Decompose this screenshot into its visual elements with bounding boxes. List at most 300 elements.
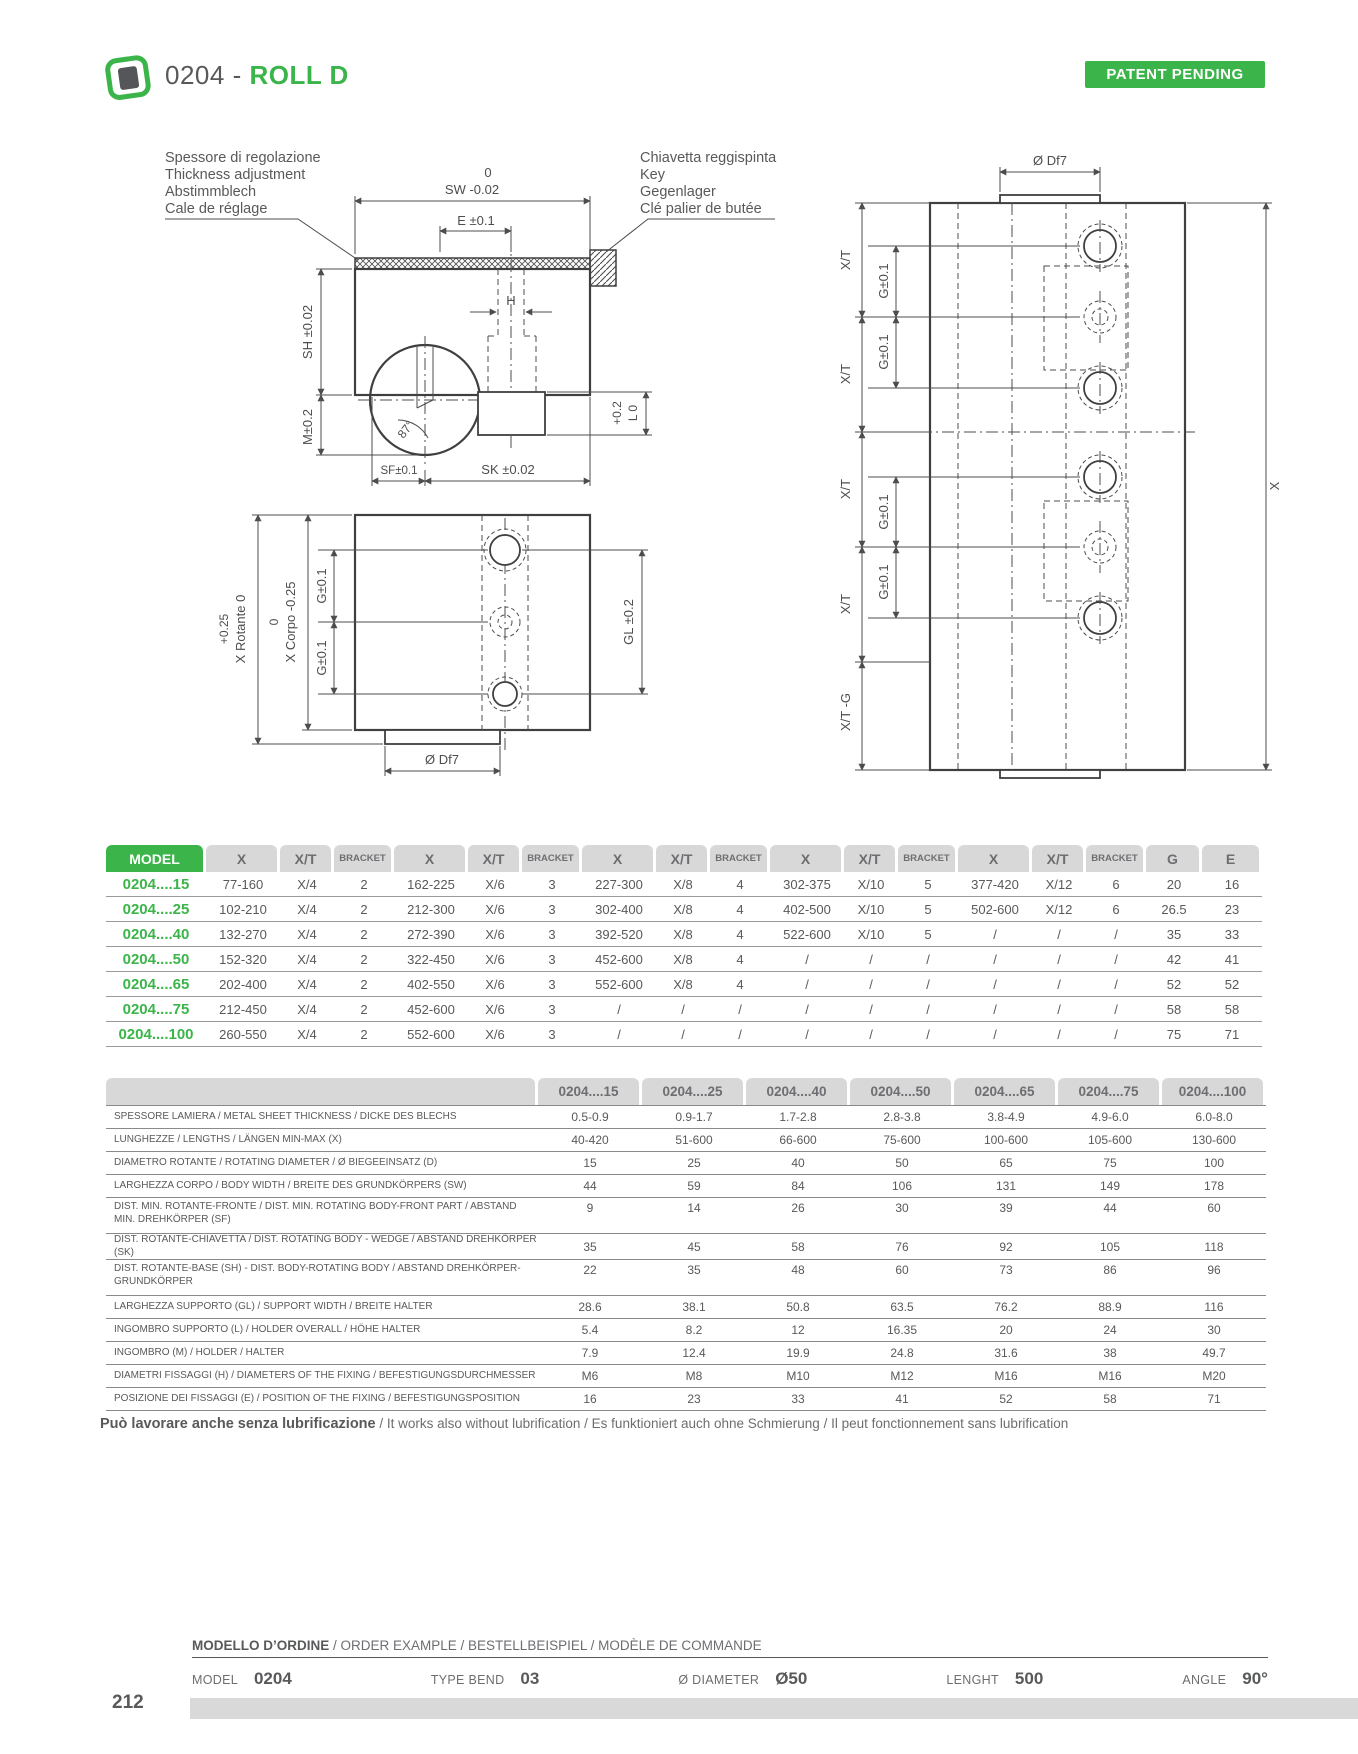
spec-value: 31.6 bbox=[994, 1346, 1018, 1360]
spec-label: INGOMBRO (M) / HOLDER / HALTER bbox=[114, 1346, 285, 1358]
spec-value: 38.1 bbox=[682, 1300, 706, 1314]
value-cell: 392-520 bbox=[595, 926, 643, 942]
model-name: ROLL D bbox=[249, 60, 349, 90]
value-cell: 16 bbox=[1224, 876, 1240, 892]
dim-xt-3: X/T bbox=[838, 478, 853, 500]
spec-label: LUNGHEZZE / LENGTHS / LÄNGEN MIN-MAX (X) bbox=[114, 1133, 342, 1145]
dim-g3-1: G±0.1 bbox=[876, 263, 891, 299]
value-cell: / bbox=[1114, 926, 1118, 942]
dim-g3-4: G±0.1 bbox=[876, 564, 891, 600]
dim-xt-2: X/T bbox=[838, 363, 853, 385]
spec-value: 50.8 bbox=[786, 1300, 810, 1314]
value-cell: 212-450 bbox=[219, 1001, 267, 1017]
spec-value: 7.9 bbox=[581, 1346, 599, 1360]
value-cell: X/4 bbox=[297, 1001, 317, 1017]
dim-xt-4: X/T bbox=[838, 593, 853, 615]
column-header-model: 0204....75 bbox=[1058, 1078, 1159, 1105]
order-field-value: 500 bbox=[1014, 1669, 1044, 1688]
column-header-x-t: X/T bbox=[656, 845, 707, 872]
specs-table bbox=[106, 1078, 1266, 1411]
models-table-body bbox=[106, 872, 1262, 1047]
table-row bbox=[106, 872, 1262, 897]
page-title bbox=[165, 60, 349, 91]
spec-row bbox=[106, 1151, 1266, 1174]
value-cell: 260-550 bbox=[219, 1026, 267, 1042]
spec-value: 130-600 bbox=[1191, 1133, 1237, 1147]
spec-label: DIST. MIN. ROTANTE-FRONTE / DIST. MIN. ROTATING BODY-FRONT PART / ABSTAND MIN. DREHKÖRPER (SF) bbox=[114, 1201, 517, 1225]
value-cell: 2 bbox=[360, 901, 368, 917]
spec-value: 5.4 bbox=[581, 1323, 599, 1337]
value-cell: X/4 bbox=[297, 901, 317, 917]
value-cell: 102-210 bbox=[219, 901, 267, 917]
spec-value: 73 bbox=[999, 1263, 1013, 1277]
technical-drawings bbox=[0, 120, 1358, 820]
value-cell: 77-160 bbox=[222, 876, 264, 892]
value-cell: X/4 bbox=[297, 976, 317, 992]
table-row bbox=[106, 922, 1262, 947]
spec-value: 12.4 bbox=[682, 1346, 706, 1360]
column-header-bracket: BRACKET bbox=[898, 845, 955, 872]
value-cell: 23 bbox=[1224, 901, 1240, 917]
patent-pending-badge: PATENT PENDING bbox=[1085, 61, 1265, 88]
column-header-bracket: BRACKET bbox=[710, 845, 767, 872]
column-header-x: X bbox=[770, 845, 841, 872]
lubrication-note-bold: Può lavorare anche senza lubrificazione bbox=[100, 1415, 376, 1432]
value-cell: 52 bbox=[1224, 976, 1240, 992]
column-header-x-t: X/T bbox=[844, 845, 895, 872]
value-cell: / bbox=[1114, 1026, 1118, 1042]
value-cell: 302-375 bbox=[783, 876, 831, 892]
models-table bbox=[106, 845, 1262, 1047]
value-cell: / bbox=[993, 951, 997, 967]
spec-value: 0.5-0.9 bbox=[571, 1110, 609, 1124]
order-field-label: TYPE BEND bbox=[430, 1673, 505, 1687]
value-cell: 4 bbox=[736, 876, 744, 892]
value-cell: 402-550 bbox=[407, 976, 455, 992]
svg-text:Key: Key bbox=[640, 167, 665, 183]
specs-table-header bbox=[106, 1078, 1266, 1105]
spec-value: 75 bbox=[1103, 1156, 1117, 1170]
value-cell: 4 bbox=[736, 976, 744, 992]
value-cell: / bbox=[1057, 976, 1061, 992]
spec-row bbox=[106, 1128, 1266, 1151]
spec-row bbox=[106, 1105, 1266, 1128]
spec-value: 105 bbox=[1099, 1239, 1121, 1254]
value-cell: 3 bbox=[548, 926, 556, 942]
order-field-value: 0204 bbox=[253, 1669, 292, 1688]
value-cell: 5 bbox=[924, 926, 932, 942]
spec-value: 92 bbox=[999, 1239, 1013, 1254]
model-code: 0204 - bbox=[165, 60, 242, 90]
order-field-model bbox=[192, 1669, 292, 1689]
value-cell: / bbox=[869, 1026, 873, 1042]
column-header-model: 0204....25 bbox=[642, 1078, 743, 1105]
spec-value: 40 bbox=[791, 1156, 805, 1170]
dim-sw-tol: 0 bbox=[484, 165, 492, 180]
value-cell: 26.5 bbox=[1161, 901, 1187, 917]
value-cell: 3 bbox=[548, 1026, 556, 1042]
section-view bbox=[165, 150, 777, 486]
value-cell: 2 bbox=[360, 951, 368, 967]
value-cell: 33 bbox=[1224, 926, 1240, 942]
value-cell: 6 bbox=[1112, 901, 1120, 917]
spec-value: 76.2 bbox=[994, 1300, 1018, 1314]
value-cell: / bbox=[1114, 1001, 1118, 1017]
model-name: 0204....75 bbox=[122, 1000, 190, 1018]
spec-value: 35 bbox=[583, 1239, 597, 1254]
value-cell: 452-600 bbox=[595, 951, 643, 967]
model-name: 0204....25 bbox=[122, 900, 190, 918]
value-cell: 3 bbox=[548, 901, 556, 917]
value-cell: / bbox=[681, 1001, 685, 1017]
order-field-label: ANGLE bbox=[1182, 1673, 1227, 1687]
column-header-bracket: BRACKET bbox=[334, 845, 391, 872]
value-cell: 3 bbox=[548, 976, 556, 992]
dim-gl: GL ±0.2 bbox=[621, 599, 636, 645]
spec-value: 106 bbox=[891, 1179, 913, 1193]
order-example-fields bbox=[192, 1669, 1268, 1689]
spec-value: 6.0-8.0 bbox=[1195, 1110, 1233, 1124]
column-header-x: X bbox=[206, 845, 277, 872]
spec-value: 48 bbox=[791, 1263, 805, 1277]
value-cell: / bbox=[1057, 951, 1061, 967]
value-cell: 4 bbox=[736, 901, 744, 917]
value-cell: X/8 bbox=[673, 926, 693, 942]
spec-value: 88.9 bbox=[1098, 1300, 1122, 1314]
dim-xcorpo: X Corpo -0.25 bbox=[283, 581, 298, 663]
spec-value: 66-600 bbox=[779, 1133, 817, 1147]
value-cell: X/4 bbox=[297, 951, 317, 967]
spec-label: DIST. ROTANTE-BASE (SH) - DIST. BODY-ROTATING BODY / ABSTAND DREHKÖRPER-GRUNDKÖRPER bbox=[114, 1263, 521, 1287]
spec-value: 2.8-3.8 bbox=[883, 1110, 921, 1124]
order-field-value: 90° bbox=[1242, 1669, 1268, 1688]
column-header-model: MODEL bbox=[106, 845, 203, 872]
lubrication-note-rest: / It works also without lubrification / Es funktioniert auch ohne Schmierung / Il peut fonctionnement sans lubrification bbox=[375, 1415, 1069, 1431]
spec-value: 8.2 bbox=[685, 1323, 703, 1337]
value-cell: 132-270 bbox=[219, 926, 267, 942]
spec-row bbox=[106, 1259, 1266, 1295]
spec-value: 76 bbox=[895, 1239, 909, 1254]
value-cell: 227-300 bbox=[595, 876, 643, 892]
spec-row bbox=[106, 1295, 1266, 1318]
value-cell: / bbox=[1057, 926, 1061, 942]
spec-value: 3.8-4.9 bbox=[987, 1110, 1025, 1124]
spec-value: 24 bbox=[1103, 1323, 1117, 1337]
value-cell: X/12 bbox=[1045, 901, 1073, 917]
spec-value: 84 bbox=[791, 1179, 805, 1193]
spec-value: 60 bbox=[1207, 1201, 1221, 1215]
column-header-x: X bbox=[394, 845, 465, 872]
dim-xrot: X Rotante 0 bbox=[233, 594, 248, 664]
column-header-model: 0204....15 bbox=[538, 1078, 639, 1105]
spec-value: 45 bbox=[687, 1239, 701, 1254]
table-row bbox=[106, 997, 1262, 1022]
model-name: 0204....15 bbox=[122, 875, 190, 893]
dim-l: L 0 bbox=[626, 404, 640, 422]
value-cell: 4 bbox=[736, 926, 744, 942]
specs-header-spacer bbox=[106, 1078, 535, 1105]
value-cell: X/6 bbox=[485, 1001, 505, 1017]
spec-row bbox=[106, 1233, 1266, 1259]
spec-value: 38 bbox=[1103, 1346, 1117, 1360]
value-cell: 202-400 bbox=[219, 976, 267, 992]
brand-logo bbox=[100, 54, 158, 102]
spec-value: 58 bbox=[1103, 1392, 1117, 1406]
value-cell: X/6 bbox=[485, 951, 505, 967]
value-cell: 212-300 bbox=[407, 901, 455, 917]
value-cell: 162-225 bbox=[407, 876, 455, 892]
column-header-x-t: X/T bbox=[468, 845, 519, 872]
dim-xrot-tol: +0.25 bbox=[217, 613, 231, 645]
column-header-x: X bbox=[582, 845, 653, 872]
spec-value: 86 bbox=[1103, 1263, 1117, 1277]
dim-xcorpo-tol: 0 bbox=[267, 618, 281, 626]
value-cell: 2 bbox=[360, 1026, 368, 1042]
spec-label: DIAMETRI FISSAGGI (H) / DIAMETERS OF THE FIXING / BEFESTIGUNGSDURCHMESSER bbox=[114, 1369, 536, 1381]
value-cell: X/10 bbox=[857, 926, 885, 942]
spec-value: M8 bbox=[685, 1369, 703, 1383]
spec-label: POSIZIONE DEI FISSAGGI (E) / POSITION OF THE FIXING / BEFESTIGUNGSPOSITION bbox=[114, 1392, 520, 1404]
table-row bbox=[106, 972, 1262, 997]
value-cell: / bbox=[869, 1001, 873, 1017]
spec-value: 14 bbox=[687, 1201, 701, 1215]
value-cell: / bbox=[617, 1001, 621, 1017]
value-cell: 452-600 bbox=[407, 1001, 455, 1017]
spec-value: 149 bbox=[1099, 1179, 1121, 1193]
footer-bar bbox=[190, 1698, 1358, 1719]
value-cell: 35 bbox=[1166, 926, 1182, 942]
value-cell: 41 bbox=[1224, 951, 1240, 967]
models-table-header bbox=[106, 845, 1262, 872]
dim-g1: G±0.1 bbox=[314, 568, 329, 604]
value-cell: / bbox=[1114, 976, 1118, 992]
spec-value: 30 bbox=[895, 1201, 909, 1215]
spec-value: M16 bbox=[1098, 1369, 1122, 1383]
dim-xt-1: X/T bbox=[838, 249, 853, 271]
svg-text:Abstimmblech: Abstimmblech bbox=[165, 184, 257, 200]
value-cell: 6 bbox=[1112, 876, 1120, 892]
lubrication-note bbox=[100, 1416, 1068, 1432]
spec-value: 49.7 bbox=[1202, 1346, 1226, 1360]
value-cell: X/6 bbox=[485, 901, 505, 917]
front-view bbox=[217, 515, 648, 776]
value-cell: / bbox=[1057, 1001, 1061, 1017]
dim-df7-bottom: Ø Df7 bbox=[425, 752, 459, 767]
spec-row bbox=[106, 1318, 1266, 1341]
value-cell: 20 bbox=[1166, 876, 1182, 892]
value-cell: X/8 bbox=[673, 901, 693, 917]
value-cell: / bbox=[993, 1001, 997, 1017]
spec-row bbox=[106, 1387, 1266, 1410]
value-cell: X/4 bbox=[297, 876, 317, 892]
spec-value: 60 bbox=[895, 1263, 909, 1277]
value-cell: / bbox=[1057, 1026, 1061, 1042]
value-cell: 75 bbox=[1166, 1026, 1182, 1042]
spec-value: 65 bbox=[999, 1156, 1013, 1170]
spec-value: 131 bbox=[995, 1179, 1017, 1193]
spec-value: 51-600 bbox=[675, 1133, 713, 1147]
spec-label: INGOMBRO SUPPORTO (L) / HOLDER OVERALL / HÖHE HALTER bbox=[114, 1323, 421, 1335]
spec-row bbox=[106, 1341, 1266, 1364]
svg-text:Thickness adjustment: Thickness adjustment bbox=[165, 167, 306, 183]
spec-value: 19.9 bbox=[786, 1346, 810, 1360]
dim-sw: SW -0.02 bbox=[444, 182, 500, 197]
value-cell: 377-420 bbox=[971, 876, 1019, 892]
spec-value: M10 bbox=[786, 1369, 810, 1383]
value-cell: 502-600 bbox=[971, 901, 1019, 917]
value-cell: / bbox=[926, 1001, 930, 1017]
order-example-title: MODELLO D’ORDINE / ORDER EXAMPLE / BESTELLBEISPIEL / MODÈLE DE COMMANDE bbox=[192, 1638, 1268, 1658]
spec-value: 59 bbox=[687, 1179, 701, 1193]
column-header-x-t: X/T bbox=[280, 845, 331, 872]
value-cell: 2 bbox=[360, 976, 368, 992]
spec-value: 25 bbox=[687, 1156, 701, 1170]
spec-value: 105-600 bbox=[1087, 1133, 1133, 1147]
spec-value: M12 bbox=[890, 1369, 914, 1383]
value-cell: X/4 bbox=[297, 1026, 317, 1042]
spec-value: 1.7-2.8 bbox=[779, 1110, 817, 1124]
value-cell: 302-400 bbox=[595, 901, 643, 917]
svg-text:Cale de réglage: Cale de réglage bbox=[165, 201, 268, 217]
value-cell: / bbox=[738, 1026, 742, 1042]
dim-e: E ±0.1 bbox=[457, 213, 495, 228]
spec-value: 116 bbox=[1204, 1300, 1224, 1314]
dim-sh: SH ±0.02 bbox=[300, 304, 315, 360]
value-cell: / bbox=[805, 976, 809, 992]
value-cell: X/6 bbox=[485, 926, 505, 942]
model-name: 0204....40 bbox=[122, 925, 190, 943]
table-row bbox=[106, 1022, 1262, 1047]
spec-value: 100-600 bbox=[983, 1133, 1029, 1147]
value-cell: 2 bbox=[360, 876, 368, 892]
spec-label: LARGHEZZA SUPPORTO (GL) / SUPPORT WIDTH / BREITE HALTER bbox=[114, 1300, 433, 1312]
value-cell: 42 bbox=[1166, 951, 1182, 967]
spec-label: LARGHEZZA CORPO / BODY WIDTH / BREITE DES GRUNDKÖRPERS (SW) bbox=[114, 1179, 467, 1191]
spec-value: 9 bbox=[586, 1201, 594, 1215]
spec-value: 15 bbox=[583, 1156, 597, 1170]
dim-sf: SF±0.1 bbox=[380, 465, 418, 477]
spec-value: 52 bbox=[999, 1392, 1013, 1406]
value-cell: 552-600 bbox=[595, 976, 643, 992]
value-cell: 2 bbox=[360, 926, 368, 942]
dim-g3-2: G±0.1 bbox=[876, 334, 891, 370]
spec-value: 71 bbox=[1207, 1392, 1221, 1406]
spec-value: 0.9-1.7 bbox=[675, 1110, 713, 1124]
spec-value: 41 bbox=[895, 1392, 909, 1406]
value-cell: X/4 bbox=[297, 926, 317, 942]
column-header-x-t: X/T bbox=[1032, 845, 1083, 872]
order-example bbox=[192, 1638, 1268, 1689]
dim-h: H bbox=[506, 293, 516, 308]
column-header-x: X bbox=[958, 845, 1029, 872]
value-cell: / bbox=[993, 926, 997, 942]
spec-row bbox=[106, 1364, 1266, 1387]
value-cell: X/10 bbox=[857, 876, 885, 892]
key-note: Chiavetta reggispinta bbox=[640, 150, 777, 166]
column-header-model: 0204....50 bbox=[850, 1078, 951, 1105]
dim-l-tol: +0.2 bbox=[610, 401, 624, 425]
value-cell: / bbox=[617, 1026, 621, 1042]
spec-value: 12 bbox=[791, 1323, 805, 1337]
value-cell: X/8 bbox=[673, 951, 693, 967]
value-cell: / bbox=[1114, 951, 1118, 967]
dim-x-overall: X bbox=[1267, 481, 1282, 491]
dim-df7-top: Ø Df7 bbox=[1033, 153, 1067, 168]
spec-value: 50 bbox=[895, 1156, 909, 1170]
svg-text:Gegenlager: Gegenlager bbox=[640, 184, 716, 200]
value-cell: 402-500 bbox=[783, 901, 831, 917]
value-cell: 522-600 bbox=[783, 926, 831, 942]
value-cell: / bbox=[926, 1026, 930, 1042]
spec-value: 24.8 bbox=[890, 1346, 914, 1360]
column-header-model: 0204....100 bbox=[1162, 1078, 1263, 1105]
value-cell: / bbox=[869, 976, 873, 992]
spec-value: 58 bbox=[791, 1239, 805, 1254]
value-cell: X/10 bbox=[857, 901, 885, 917]
model-name: 0204....100 bbox=[118, 1025, 194, 1043]
spec-value: 20 bbox=[999, 1323, 1013, 1337]
value-cell: / bbox=[805, 1026, 809, 1042]
value-cell: 322-450 bbox=[407, 951, 455, 967]
spec-value: M16 bbox=[994, 1369, 1018, 1383]
order-field-value: Ø50 bbox=[775, 1669, 808, 1688]
order-field-angle bbox=[1182, 1669, 1268, 1689]
spec-value: 118 bbox=[1204, 1239, 1224, 1254]
model-name: 0204....50 bbox=[122, 950, 190, 968]
value-cell: 3 bbox=[548, 951, 556, 967]
column-header-model: 0204....65 bbox=[954, 1078, 1055, 1105]
dim-sk: SK ±0.02 bbox=[481, 462, 535, 477]
order-field-value: 03 bbox=[520, 1669, 540, 1688]
dim-angle: 87° bbox=[394, 418, 417, 442]
column-header-bracket: BRACKET bbox=[1086, 845, 1143, 872]
value-cell: 71 bbox=[1224, 1026, 1240, 1042]
value-cell: / bbox=[993, 1026, 997, 1042]
model-name: 0204....65 bbox=[122, 975, 190, 993]
page-number: 212 bbox=[112, 1692, 144, 1713]
value-cell: 5 bbox=[924, 901, 932, 917]
shim-note: Spessore di regolazione bbox=[165, 150, 321, 166]
value-cell: / bbox=[926, 976, 930, 992]
value-cell: 272-390 bbox=[407, 926, 455, 942]
order-field-lenght bbox=[946, 1669, 1043, 1689]
column-header-bracket: BRACKET bbox=[522, 845, 579, 872]
value-cell: / bbox=[869, 951, 873, 967]
dim-xt-g: X/T -G bbox=[838, 692, 853, 732]
spec-value: 40-420 bbox=[571, 1133, 609, 1147]
spec-value: 63.5 bbox=[890, 1300, 914, 1314]
value-cell: 52 bbox=[1166, 976, 1182, 992]
value-cell: X/8 bbox=[673, 976, 693, 992]
value-cell: 152-320 bbox=[219, 951, 267, 967]
spec-value: 39 bbox=[999, 1201, 1013, 1215]
dim-g2: G±0.1 bbox=[314, 640, 329, 676]
spec-row bbox=[106, 1197, 1266, 1233]
value-cell: / bbox=[926, 951, 930, 967]
value-cell: 3 bbox=[548, 876, 556, 892]
spec-value: 96 bbox=[1207, 1263, 1221, 1277]
side-view bbox=[838, 153, 1282, 778]
spec-value: 178 bbox=[1203, 1179, 1225, 1193]
column-header-e: E bbox=[1202, 845, 1259, 872]
column-header-model: 0204....40 bbox=[746, 1078, 847, 1105]
value-cell: 5 bbox=[924, 876, 932, 892]
value-cell: 2 bbox=[360, 1001, 368, 1017]
spec-value: 44 bbox=[1103, 1201, 1117, 1215]
order-field-diameter bbox=[678, 1669, 807, 1689]
value-cell: / bbox=[805, 951, 809, 967]
spec-value: 30 bbox=[1207, 1323, 1221, 1337]
